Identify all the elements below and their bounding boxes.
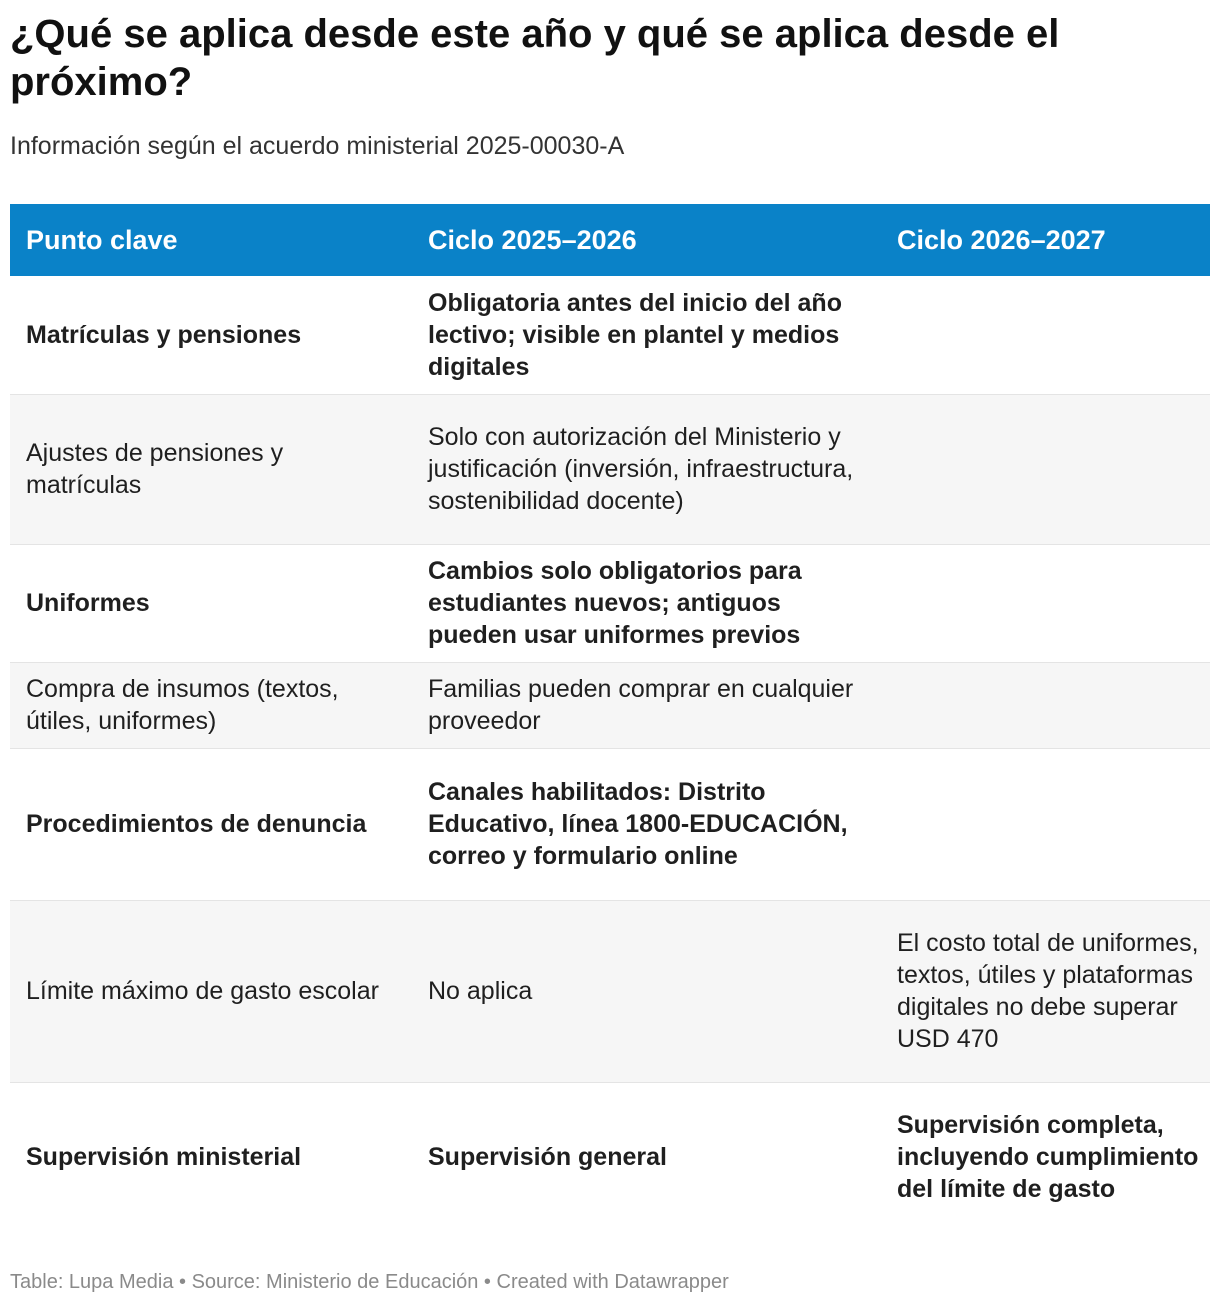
cell-punto-clave: Supervisión ministerial (26, 1143, 302, 1172)
column-header-ciclo-2025-2026[interactable]: Ciclo 2025–2026 (412, 204, 881, 276)
cell-ciclo-2025-2026: Cambios solo obligatorios para estudiantes nuevos; antiguos pueden usar uniformes previos (412, 544, 881, 662)
cell-punto-clave: Compra de insumos (textos, útiles, uniformes) (10, 662, 412, 748)
cell-punto-clave: Límite máximo de gasto escolar (10, 900, 412, 1082)
cell-ciclo-2026-2027 (881, 544, 1210, 662)
cell-ciclo-2026-2027: El costo total de uniformes, textos, útiles y plataformas digitales no debe superar USD 470 (881, 900, 1210, 1082)
data-table (10, 204, 1210, 1232)
cell-ciclo-2026-2027 (881, 748, 1210, 900)
cell-ciclo-2025-2026: Solo con autorización del Ministerio y justificación (inversión, infraestructura, sostenibilidad docente) (412, 394, 881, 544)
column-header-punto-clave[interactable]: Punto clave (10, 204, 412, 276)
table-row (10, 900, 1210, 1082)
cell-punto-clave: Uniformes (10, 544, 412, 662)
table-row (10, 662, 1210, 748)
chart-title: ¿Qué se aplica desde este año y qué se aplica desde el próximo? (10, 12, 1060, 104)
table-row (10, 276, 1210, 394)
table-row (10, 394, 1210, 544)
table-row (10, 1082, 1210, 1232)
cell-ciclo-2026-2027 (881, 662, 1210, 748)
footer-credits: Table: Lupa Media • Source: Ministerio de Educación • Created with Datawrapper (10, 1271, 729, 1293)
table-row (10, 544, 1210, 662)
cell-ciclo-2025-2026: No aplica (412, 900, 881, 1082)
cell-ciclo-2026-2027 (881, 394, 1210, 544)
cell-ciclo-2025-2026: Familias pueden comprar en cualquier proveedor (412, 662, 881, 748)
cell-ciclo-2025-2026: Obligatoria antes del inicio del año lectivo; visible en plantel y medios digitales (412, 276, 881, 394)
cell-punto-clave: Procedimientos de denuncia (10, 748, 412, 900)
cell-ciclo-2026-2027 (881, 276, 1210, 394)
table-row (10, 748, 1210, 900)
cell-punto-clave: Ajustes de pensiones y matrículas (10, 394, 412, 544)
chart-subtitle: Información según el acuerdo ministerial 2025-00030-A (10, 132, 625, 160)
cell-punto-clave: Matrículas y pensiones (10, 276, 412, 394)
header-row (10, 204, 1210, 276)
table-body (10, 276, 1210, 1232)
table-header (10, 204, 1210, 276)
cell-ciclo-2025-2026: Supervisión general (428, 1143, 667, 1172)
cell-ciclo-2026-2027: Supervisión completa, incluyendo cumplimiento del límite de gasto (897, 1111, 1199, 1204)
column-header-ciclo-2026-2027[interactable]: Ciclo 2026–2027 (881, 204, 1210, 276)
cell-ciclo-2025-2026: Canales habilitados: Distrito Educativo, línea 1800-EDUCACIÓN, correo y formulario online (412, 748, 881, 900)
